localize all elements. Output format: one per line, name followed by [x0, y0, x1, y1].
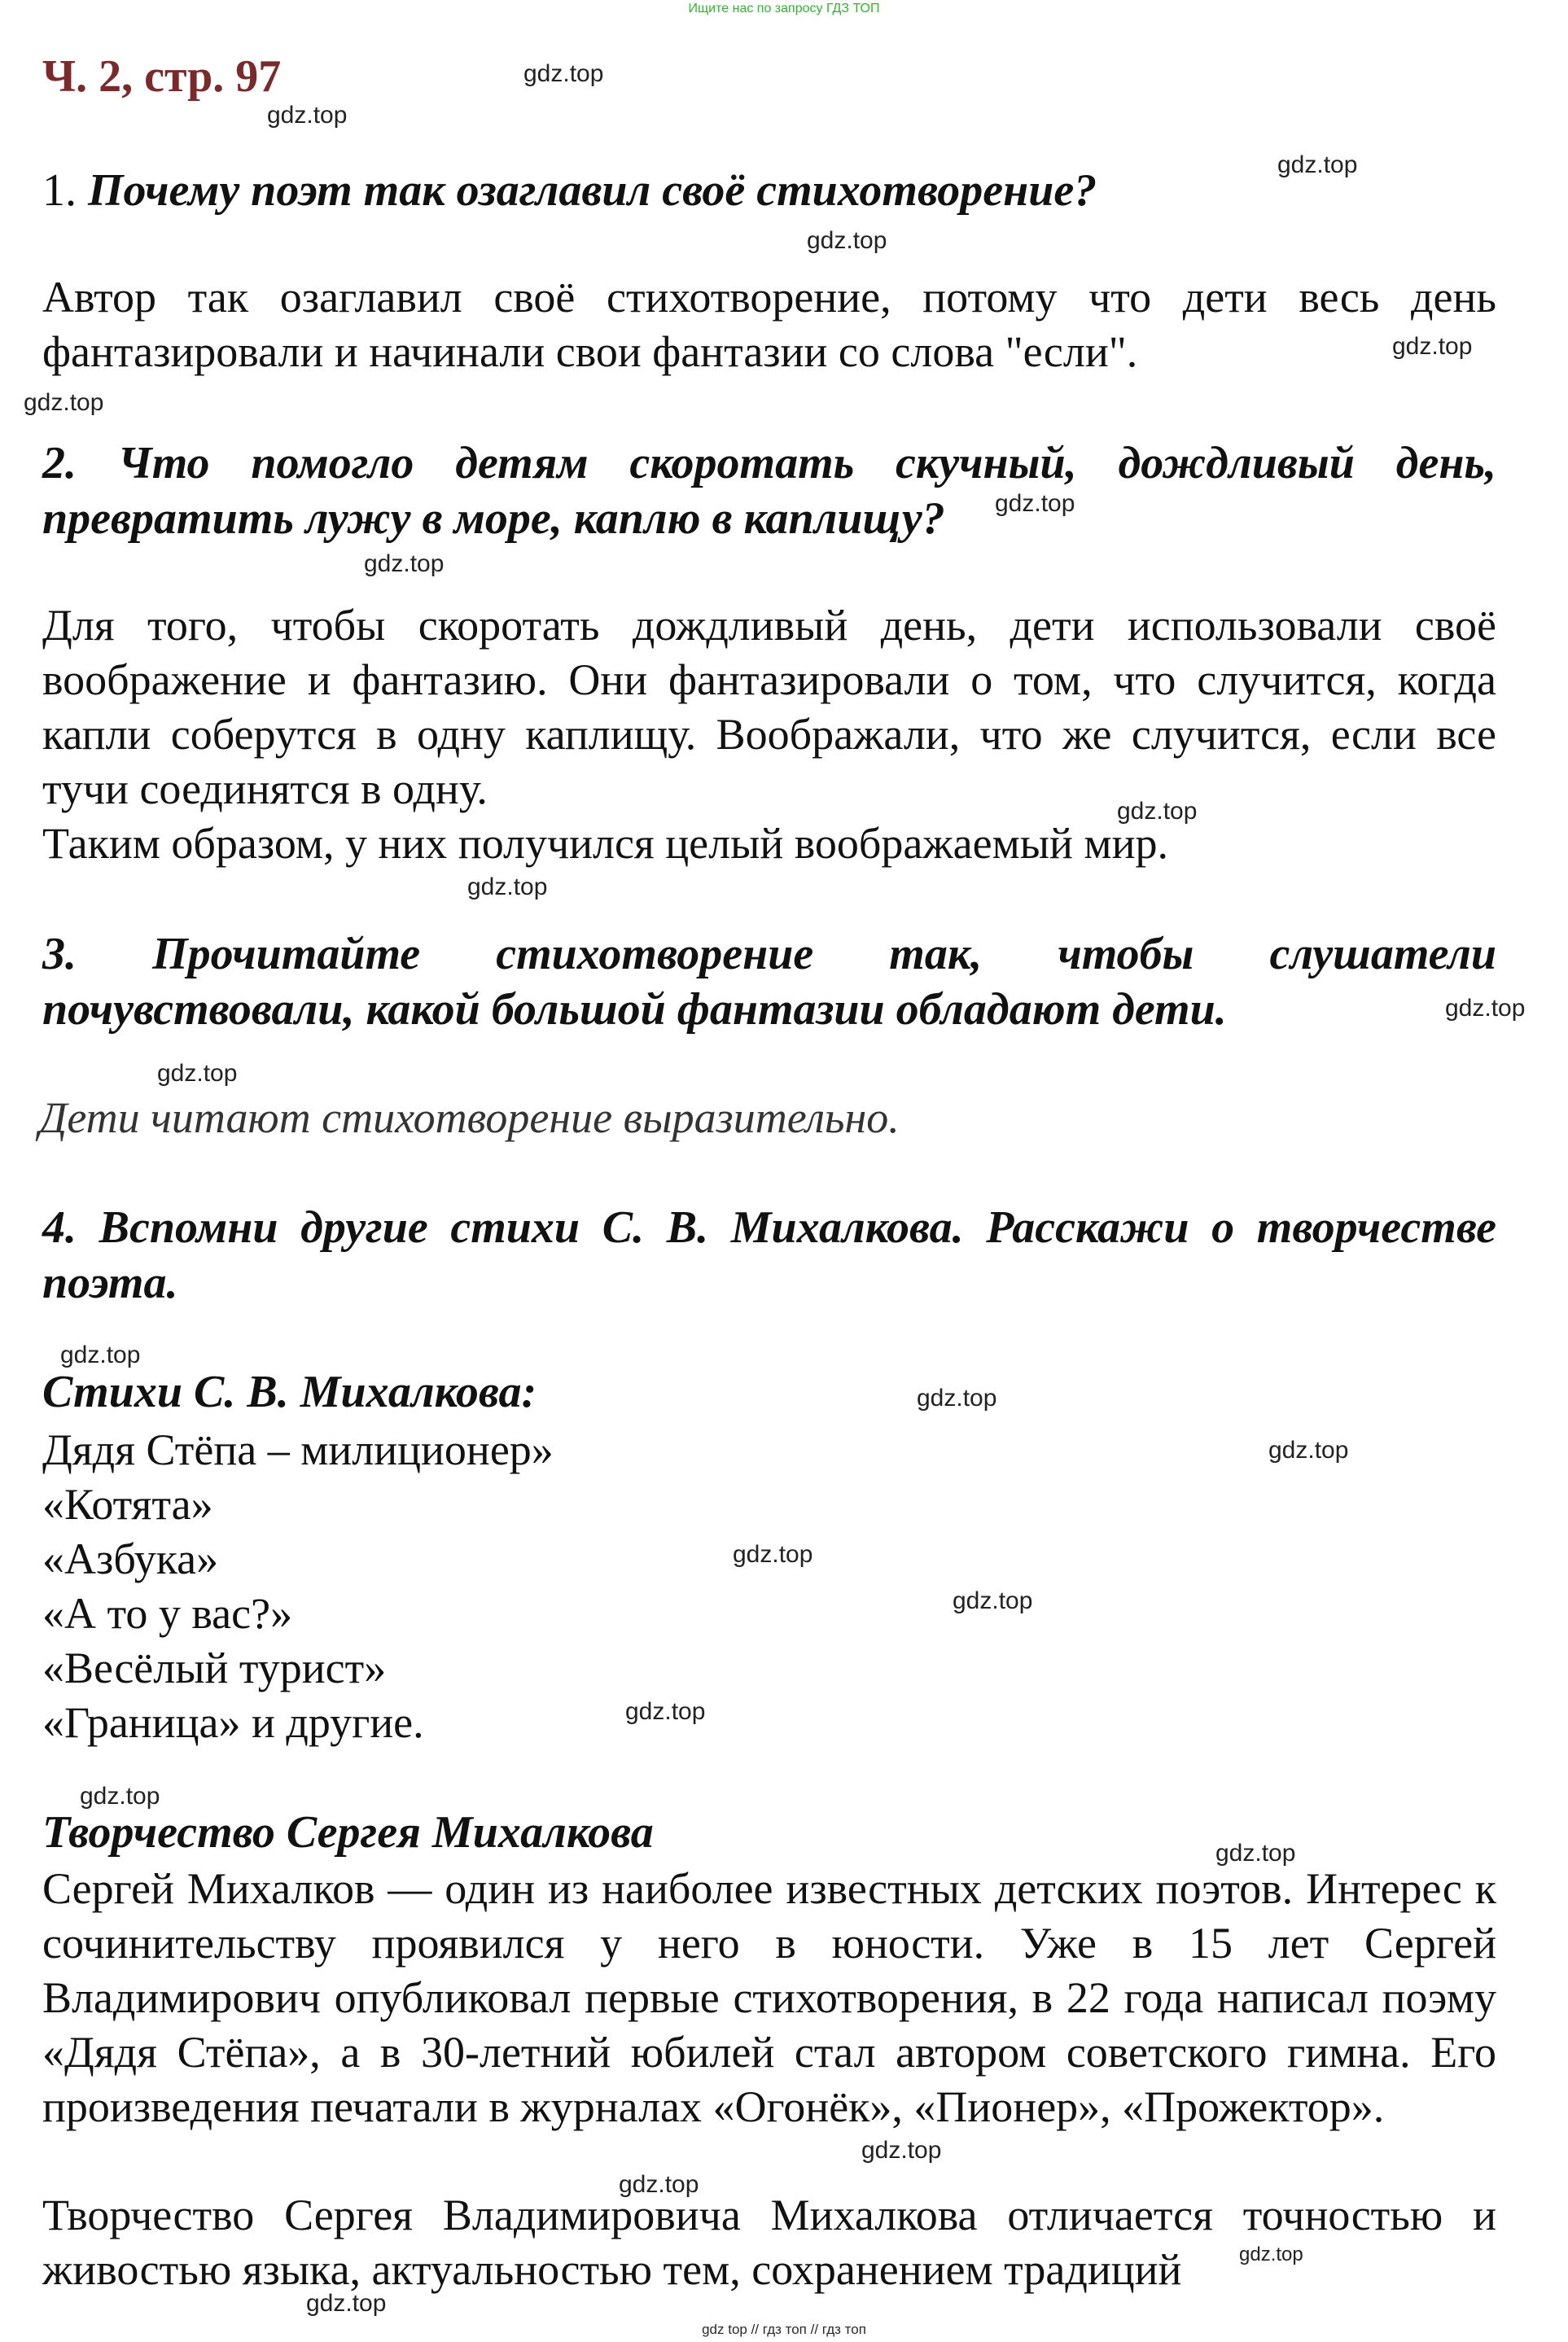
watermark: gdz.top — [157, 1060, 238, 1087]
question-number: 2. — [42, 438, 77, 488]
watermark: gdz.top — [1117, 798, 1198, 825]
watermark: gdz.top — [523, 60, 604, 87]
watermark: gdz.top — [467, 873, 548, 900]
question-text: Почему поэт так озаглавил своё стихотворение? — [88, 165, 1097, 216]
footer-note: gdz top // гдз топ // гдз топ — [702, 2322, 866, 2337]
watermark: gdz.top — [625, 1698, 706, 1725]
creativity-heading: Творчество Сергея Михалкова — [42, 1807, 654, 1858]
watermark: gdz.top — [364, 550, 445, 577]
watermark: gdz.top — [1392, 333, 1473, 360]
watermark: gdz.top — [1277, 151, 1358, 178]
watermark: gdz.top — [619, 2171, 699, 2198]
question-number: 3. — [42, 929, 77, 979]
answer-2-conclusion: Таким образом, у них получился целый воображаемый мир. — [42, 819, 1168, 868]
creativity-paragraph-2: Творчество Сергея Владимировича Михалкова отличается точностью и живостью языка, актуальностью тем, сохранением традиций — [42, 2191, 1496, 2294]
question-3 — [42, 926, 1496, 1037]
watermark: gdz.top — [995, 490, 1075, 517]
question-4 — [42, 1200, 1496, 1311]
watermark: gdz.top — [1239, 2244, 1303, 2265]
poems-heading: Стихи С. В. Михалкова: — [42, 1367, 537, 1417]
watermark: gdz.top — [807, 227, 887, 254]
poem-item: Дядя Стёпа – милиционер» — [42, 1425, 554, 1474]
poem-item: «Граница» и другие. — [42, 1698, 424, 1747]
watermark: gdz.top — [60, 1342, 141, 1368]
poem-item: «Весёлый турист» — [42, 1644, 387, 1692]
question-2 — [42, 436, 1496, 546]
watermark: gdz.top — [80, 1783, 160, 1810]
question-number: 4. — [42, 1202, 77, 1253]
watermark: gdz.top — [306, 2290, 387, 2317]
poem-item: «Котята» — [42, 1480, 213, 1529]
watermark: gdz.top — [917, 1385, 997, 1412]
watermark: gdz.top — [1215, 1840, 1296, 1867]
answer-1: Автор так озаглавил своё стихотворение, потому что дети весь день фантазировали и начинали свои фантазии со слова "если". — [42, 273, 1496, 376]
poems-list — [42, 1423, 554, 1750]
creativity-paragraph-1: Сергей Михалков — один из наиболее известных детских поэтов. Интерес к сочинительству проявился у него в юности. Уже в 15 лет Сергей Владимирович опубликовал первые стихотворения, в 22 года написал поэму «Дядя Стёпа», а в 30-летний юбилей стал автором советского гимна. Его произведения печатали в журналах «Огонёк», «Пионер», «Прожектор». — [42, 1864, 1496, 2131]
poem-item: «Азбука» — [42, 1534, 219, 1583]
question-number: 1. — [42, 165, 77, 216]
watermark: gdz.top — [1445, 995, 1526, 1022]
page-title: Ч. 2, стр. 97 — [42, 51, 282, 102]
watermark: gdz.top — [733, 1541, 813, 1568]
watermark: gdz.top — [267, 102, 348, 129]
watermark: gdz.top — [861, 2137, 942, 2164]
search-hint: Ищите нас по запросу ГДЗ ТОП — [688, 2, 880, 15]
answer-2: Для того, чтобы скоротать дождливый день, дети использовали своё воображение и фантазию. Они фантазировали о том, что случится, когда капли соберутся в одну каплищу. Воображали, что же случится, если все тучи соединятся в одну. — [42, 601, 1496, 813]
answer-3: Дети читают стихотворение выразительно. — [39, 1093, 900, 1142]
watermark: gdz.top — [24, 389, 104, 416]
question-text: Что помогло детям скоротать скучный, дождливый день, превратить лужу в море, каплю в каплищу? — [42, 438, 1496, 544]
question-text: Прочитайте стихотворение так, чтобы слушатели почувствовали, какой большой фантазии обладают дети. — [42, 929, 1496, 1035]
poem-item: «А то у вас?» — [42, 1589, 293, 1638]
watermark: gdz.top — [1268, 1437, 1349, 1464]
watermark: gdz.top — [953, 1587, 1033, 1614]
question-text: Вспомни другие стихи С. В. Михалкова. Расскажи о творчестве поэта. — [42, 1202, 1497, 1308]
